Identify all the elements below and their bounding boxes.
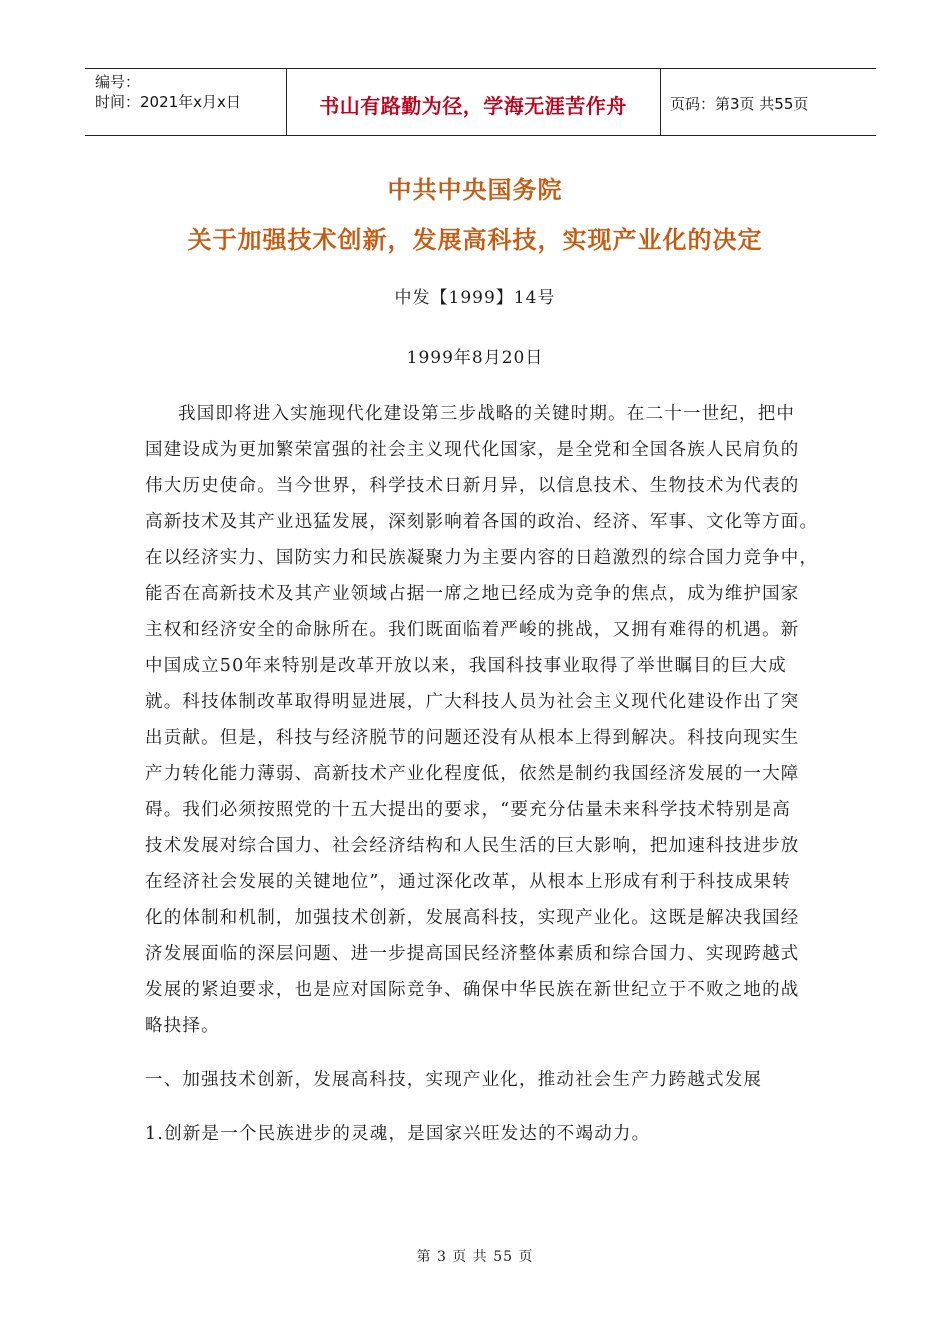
- document-title-line1: 中共中央国务院: [387, 176, 563, 204]
- document-title-line2: 关于加强技术创新，发展高科技，实现产业化的决定: [187, 226, 763, 254]
- body-line: 产力转化能力薄弱、高新技术产业化程度低，依然是制约我国经济发展的一大障: [145, 764, 800, 784]
- document-number: 中发【1999】14号: [394, 288, 556, 308]
- body-line: 国建设成为更加繁荣富强的社会主义现代化国家，是全党和全国各族人民肩负的: [145, 440, 800, 460]
- header-code-label: 编号：: [95, 73, 141, 91]
- body-line: 碍。我们必须按照党的十五大提出的要求，“要充分估量未来科学技术特别是高: [145, 800, 791, 820]
- body-line: 发展的紧迫要求，也是应对国际竞争、确保中华民族在新世纪立于不败之地的战: [145, 980, 800, 1000]
- body-line: 中国成立50年来特别是改革开放以来，我国科技事业取得了举世瞩目的巨大成: [145, 656, 787, 676]
- body-line: 能否在高新技术及其产业领域占据一席之地已经成为竞争的焦点，成为维护国家: [145, 584, 800, 604]
- body-line: 济发展面临的深层问题、进一步提高国民经济整体素质和综合国力、实现跨越式: [145, 944, 800, 964]
- document-date: 1999年8月20日: [406, 348, 544, 368]
- header-top-rule: [85, 68, 876, 69]
- body-line: 就。科技体制改革取得明显进展，广大科技人员为社会主义现代化建设作出了突: [145, 692, 800, 712]
- header-time-label: 时间：2021年x月x日: [95, 93, 241, 111]
- body-line: 技术发展对综合国力、社会经济结构和人民生活的巨大影响，把加速科技进步放: [145, 836, 800, 856]
- body-line: 在以经济实力、国防实力和民族凝聚力为主要内容的日趋激烈的综合国力竞争中，: [145, 548, 819, 568]
- section-heading: 一、加强技术创新，发展高科技，实现产业化，推动社会生产力跨越式发展: [145, 1070, 763, 1090]
- body-line: 伟大历史使命。当今世界，科学技术日新月异，以信息技术、生物技术为代表的: [145, 476, 800, 496]
- header-motto: 书山有路勤为径，学海无涯苦作舟: [319, 94, 627, 118]
- header-bottom-rule: [85, 135, 876, 136]
- body-line: 略抉择。: [145, 1016, 220, 1036]
- body-line: 我国即将进入实施现代化建设第三步战略的关键时期。在二十一世纪，把中: [178, 404, 796, 424]
- body-line: 高新技术及其产业迅猛发展，深刻影响着各国的政治、经济、军事、文化等方面。: [145, 512, 819, 532]
- body-line: 主权和经济安全的命脉所在。我们既面临着严峻的挑战，又拥有难得的机遇。新: [145, 620, 800, 640]
- header-divider-right: [660, 68, 661, 136]
- body-line: 出贡献。但是，科技与经济脱节的问题还没有从根本上得到解决。科技向现实生: [145, 728, 800, 748]
- header-page-info: 页码：第3页 共55页: [670, 95, 809, 113]
- page-footer: 第 3 页 共 55 页: [416, 1249, 534, 1265]
- point-1: 1.创新是一个民族进步的灵魂，是国家兴旺发达的不竭动力。: [145, 1124, 651, 1144]
- body-line: 在经济社会发展的关键地位”，通过深化改革，从根本上形成有利于科技成果转: [145, 872, 791, 892]
- body-line: 化的体制和机制，加强技术创新，发展高科技，实现产业化。这既是解决我国经: [145, 908, 800, 928]
